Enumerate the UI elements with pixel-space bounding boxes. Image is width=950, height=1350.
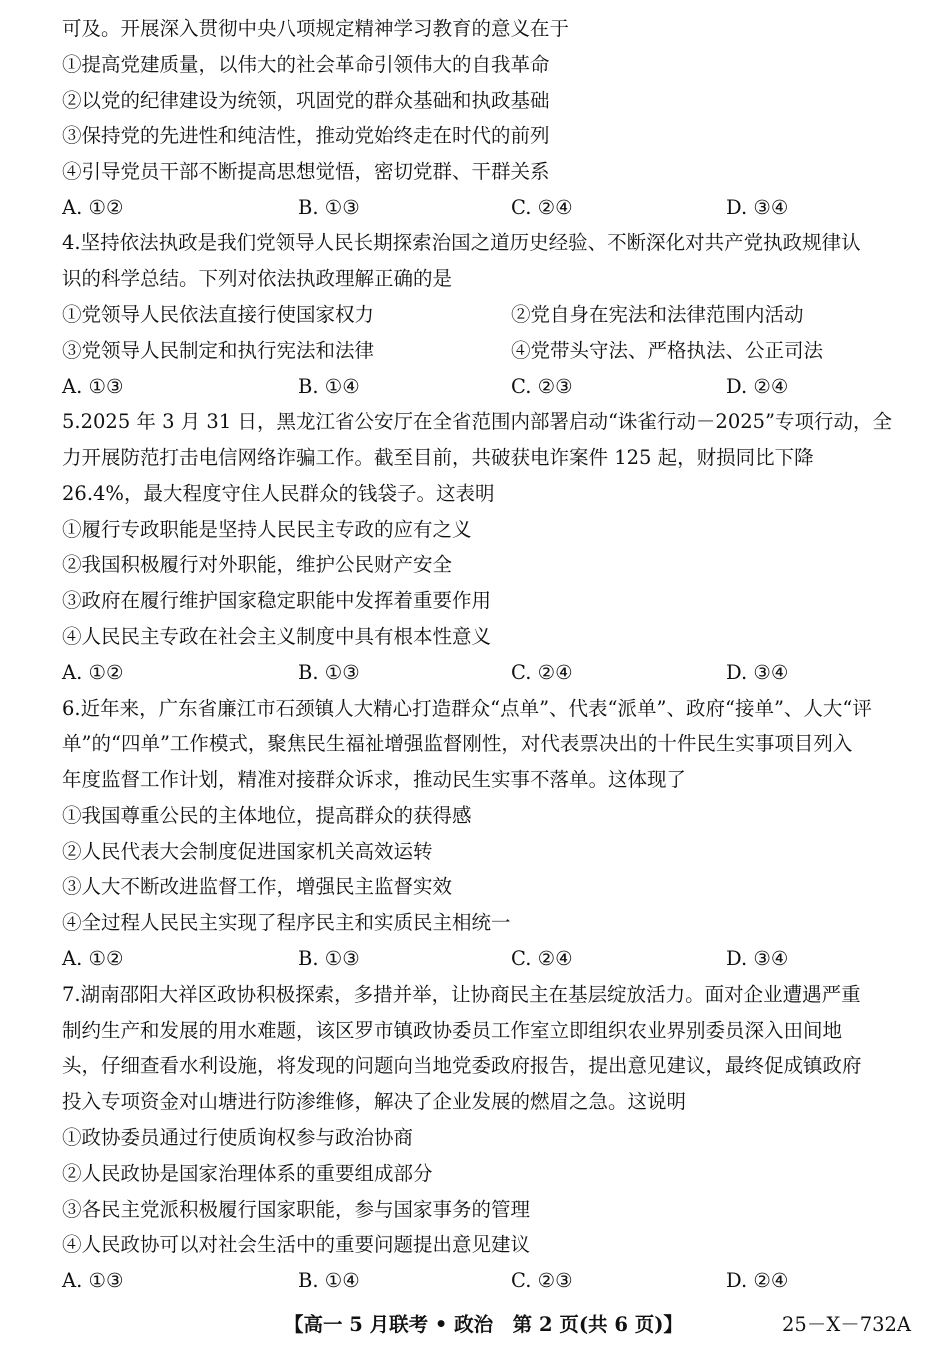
q6-option-d: D. ③④ (726, 947, 789, 970)
q5-option-d: D. ③④ (726, 661, 789, 684)
q3-option-c: C. ②④ (511, 196, 573, 219)
q7-choice-2: ②人民政协是国家治理体系的重要组成部分 (62, 1162, 433, 1185)
q5-choice-3: ③政府在履行维护国家稳定职能中发挥着重要作用 (62, 589, 492, 612)
q5-option-a: A. ①② (62, 661, 124, 684)
q7-stem-line-3: 头，仔细查看水利设施，将发现的问题向当地党委政府报告，提出意见建议，最终促成镇政府 (62, 1054, 862, 1077)
q4-stem-line-1: 4.坚持依法执政是我们党领导人民长期探索治国之道历史经验、不断深化对共产党执政规律认 (62, 231, 861, 254)
q5-choice-1: ①履行专政职能是坚持人民民主专政的应有之义 (62, 518, 472, 541)
q7-stem-line-1: 7.湖南邵阳大祥区政协积极探索，多措并举，让协商民主在基层绽放活力。面对企业遭遇严重 (62, 983, 861, 1006)
q6-choice-2: ②人民代表大会制度促进国家机关高效运转 (62, 840, 433, 863)
q6-option-a: A. ①② (62, 947, 124, 970)
q4-option-c: C. ②③ (511, 375, 573, 398)
q6-stem-line-3: 年度监督工作计划，精准对接群众诉求，推动民生实事不落单。这体现了 (62, 768, 687, 791)
q4-option-a: A. ①③ (62, 375, 124, 398)
q6-choice-3: ③人大不断改进监督工作，增强民主监督实效 (62, 875, 453, 898)
q4-choice-2: ②党自身在宪法和法律范围内活动 (511, 303, 804, 326)
q5-choice-4: ④人民民主专政在社会主义制度中具有根本性意义 (62, 625, 492, 648)
q5-stem-line-3: 26.4%，最大程度守住人民群众的钱袋子。这表明 (62, 482, 495, 505)
q6-option-c: C. ②④ (511, 947, 573, 970)
q4-option-d: D. ②④ (726, 375, 789, 398)
q3-option-d: D. ③④ (726, 196, 789, 219)
q4-stem-line-2: 识的科学总结。下列对依法执政理解正确的是 (62, 267, 453, 290)
q7-choice-3: ③各民主党派积极履行国家职能，参与国家事务的管理 (62, 1198, 531, 1221)
q5-option-b: B. ①③ (298, 661, 360, 684)
q7-option-a: A. ①③ (62, 1269, 124, 1292)
q3-stem-tail: 可及。开展深入贯彻中央八项规定精神学习教育的意义在于 (62, 17, 570, 40)
q7-stem-line-4: 投入专项资金对山塘进行防渗维修，解决了企业发展的燃眉之急。这说明 (62, 1090, 687, 1113)
q7-option-c: C. ②③ (511, 1269, 573, 1292)
q5-option-c: C. ②④ (511, 661, 573, 684)
q4-option-b: B. ①④ (298, 375, 360, 398)
q7-option-d: D. ②④ (726, 1269, 789, 1292)
q5-stem-line-1: 5.2025 年 3 月 31 日，黑龙江省公安厅在全省范围内部署启动“诛雀行动－2025”专项行动，全 (62, 410, 893, 433)
page-footer-title: 【高一 5 月联考 • 政治 第 2 页(共 6 页)】 (284, 1313, 683, 1336)
q6-stem-line-1: 6.近年来，广东省廉江市石颈镇人大精心打造群众“点单”、代表“派单”、政府“接单”、人大“评 (62, 697, 872, 720)
q4-choice-4: ④党带头守法、严格执法、公正司法 (511, 339, 824, 362)
q3-option-b: B. ①③ (298, 196, 360, 219)
q6-stem-line-2: 单”的“四单”工作模式，聚焦民生福祉增强监督刚性，对代表票决出的十件民生实事项目列入 (62, 732, 853, 755)
q3-option-a: A. ①② (62, 196, 124, 219)
q4-choice-3: ③党领导人民制定和执行宪法和法律 (62, 339, 375, 362)
q6-choice-1: ①我国尊重公民的主体地位，提高群众的获得感 (62, 804, 472, 827)
q7-choice-4: ④人民政协可以对社会生活中的重要问题提出意见建议 (62, 1233, 531, 1256)
q5-choice-2: ②我国积极履行对外职能，维护公民财产安全 (62, 553, 453, 576)
q4-choice-1: ①党领导人民依法直接行使国家权力 (62, 303, 375, 326)
page-footer-code: 25－X－732A (782, 1313, 911, 1336)
q6-choice-4: ④全过程人民民主实现了程序民主和实质民主相统一 (62, 911, 511, 934)
q7-choice-1: ①政协委员通过行使质询权参与政治协商 (62, 1126, 414, 1149)
q3-choice-2: ②以党的纪律建设为统领，巩固党的群众基础和执政基础 (62, 89, 550, 112)
q3-choice-3: ③保持党的先进性和纯洁性，推动党始终走在时代的前列 (62, 124, 550, 147)
q3-choice-1: ①提高党建质量，以伟大的社会革命引领伟大的自我革命 (62, 53, 550, 76)
q6-option-b: B. ①③ (298, 947, 360, 970)
q5-stem-line-2: 力开展防范打击电信网络诈骗工作。截至目前，共破获电诈案件 125 起，财损同比下降 (62, 446, 814, 469)
q7-option-b: B. ①④ (298, 1269, 360, 1292)
q3-choice-4: ④引导党员干部不断提高思想觉悟，密切党群、干群关系 (62, 160, 550, 183)
q7-stem-line-2: 制约生产和发展的用水难题，该区罗市镇政协委员工作室立即组织农业界别委员深入田间地 (62, 1019, 843, 1042)
